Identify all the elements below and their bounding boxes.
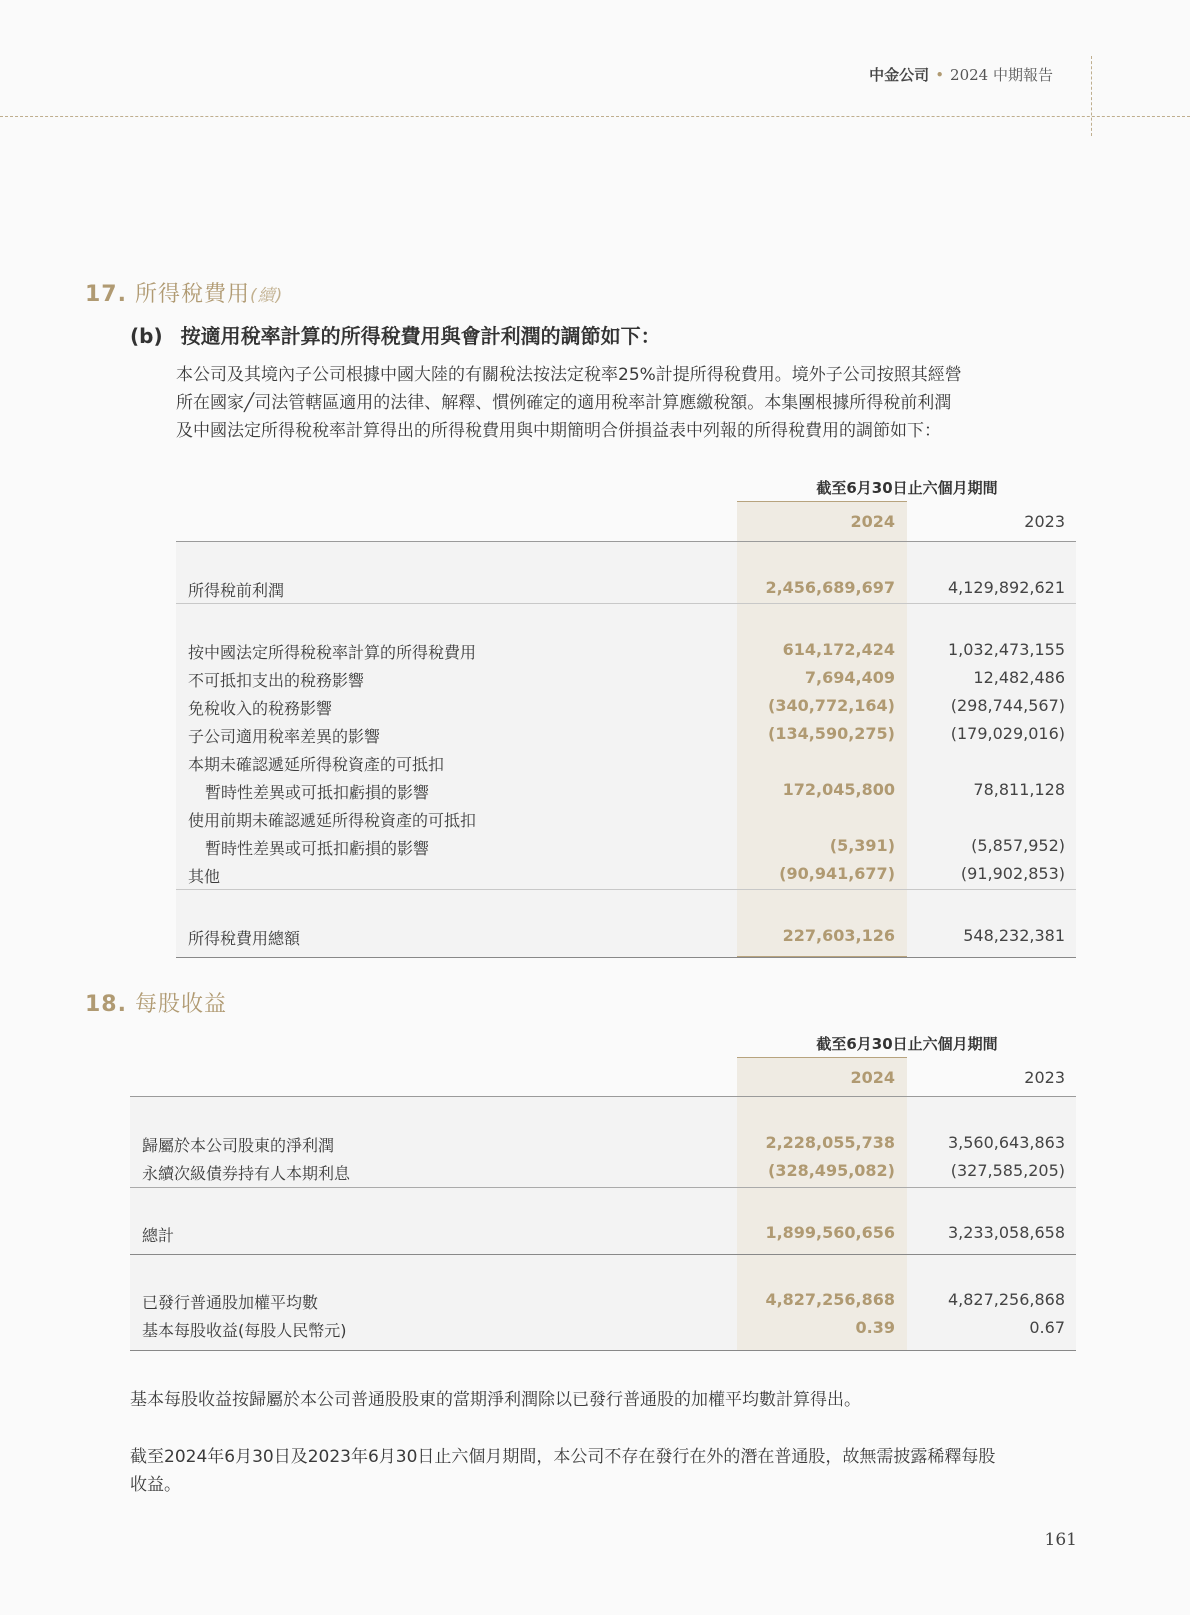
table-row <box>176 640 1076 668</box>
row-label: 基本每股收益(每股人民幣元) <box>142 1321 347 1340</box>
table-row <box>176 752 1076 780</box>
row-label: 暫時性差異或可抵扣虧損的影響 <box>205 839 430 858</box>
value-2023: (327,585,205) <box>950 1161 1065 1180</box>
value-2024: 227,603,126 <box>782 926 895 945</box>
header-dashed-divider <box>0 116 1190 117</box>
page-number: 161 <box>1044 1530 1077 1550</box>
eps-note-2 <box>130 1443 1076 1499</box>
subsection-b-title <box>130 320 661 349</box>
table-row <box>176 864 1076 892</box>
header-dashed-vertical <box>1091 56 1092 136</box>
row-label: 子公司適用稅率差異的影響 <box>188 727 381 746</box>
header-report-title: 2024 中期報告 <box>950 66 1053 84</box>
year-2023-heading: 2023 <box>1024 1068 1065 1087</box>
table-row <box>130 1318 1076 1346</box>
value-2023: (179,029,016) <box>950 724 1065 743</box>
value-2023: 3,233,058,658 <box>947 1223 1065 1242</box>
row-label: 使用前期未確認遞延所得稅資產的可抵扣 <box>188 811 477 830</box>
row-label: 所得稅費用總額 <box>188 929 301 948</box>
table-total-row <box>176 926 1076 954</box>
header-bullet: • <box>935 66 945 84</box>
table-row <box>176 668 1076 696</box>
row-label: 永續次級債券持有人本期利息 <box>142 1164 351 1183</box>
subsection-title-text: 按適用稅率計算的所得稅費用與會計利潤的調節如下： <box>180 324 661 348</box>
table-bottom-rule <box>176 957 1076 958</box>
eps-note-1: 基本每股收益按歸屬於本公司普通股股東的當期淨利潤除以已發行普通股的加權平均數計算得出。 <box>130 1390 861 1410</box>
row-label: 不可抵扣支出的稅務影響 <box>188 671 365 690</box>
section-18-title <box>85 987 227 1018</box>
table-row <box>176 578 1076 606</box>
year-2024-heading: 2024 <box>850 512 895 531</box>
continued-mark: (續) <box>250 286 284 306</box>
value-2023: 4,827,256,868 <box>947 1290 1065 1309</box>
value-2024: (340,772,164) <box>768 696 895 715</box>
row-label: 總計 <box>142 1226 175 1245</box>
table-row <box>130 1161 1076 1189</box>
value-2023: 0.67 <box>1029 1318 1065 1337</box>
value-2024: (328,495,082) <box>768 1161 895 1180</box>
value-2024: 614,172,424 <box>782 640 895 659</box>
value-2023: (5,857,952) <box>971 836 1065 855</box>
section-title-text: 每股收益 <box>134 992 227 1017</box>
row-label: 暫時性差異或可抵扣虧損的影響 <box>205 783 430 802</box>
current-year-bottom-rule <box>737 956 907 957</box>
table-row <box>130 1223 1076 1251</box>
value-2023: 4,129,892,621 <box>947 578 1065 597</box>
value-2023: 548,232,381 <box>963 926 1065 945</box>
year-2024-heading: 2024 <box>850 1068 895 1087</box>
table-rule <box>176 603 1076 604</box>
period-heading: 截至6月30日止六個月期間 <box>816 1035 998 1053</box>
table-rule <box>176 889 1076 890</box>
row-label: 按中國法定所得稅稅率計算的所得稅費用 <box>188 643 477 662</box>
value-2024: 7,694,409 <box>804 668 895 687</box>
value-2023: 12,482,486 <box>973 668 1065 687</box>
report-header <box>869 64 1053 85</box>
row-label: 歸屬於本公司股東的淨利潤 <box>142 1136 335 1155</box>
table-header-rule <box>130 1096 1076 1097</box>
table-rule <box>130 1187 1076 1188</box>
table-row <box>130 1133 1076 1161</box>
section-number: 18. <box>85 992 127 1017</box>
value-2023: 78,811,128 <box>973 780 1065 799</box>
row-label: 其他 <box>188 867 221 886</box>
table-row <box>130 1290 1076 1318</box>
tax-paragraph <box>176 361 1076 445</box>
paragraph-line: 收益。 <box>130 1475 181 1495</box>
value-2024: 2,228,055,738 <box>765 1133 895 1152</box>
value-2023: 1,032,473,155 <box>947 640 1065 659</box>
value-2024: 172,045,800 <box>782 780 895 799</box>
value-2023: 3,560,643,863 <box>947 1133 1065 1152</box>
year-2023-heading: 2023 <box>1024 512 1065 531</box>
value-2023: (91,902,853) <box>960 864 1065 883</box>
period-underline <box>737 1057 907 1058</box>
section-17-title <box>85 277 283 308</box>
section-number: 17. <box>85 282 127 307</box>
paragraph-line: 所在國家╱司法管轄區適用的法律、解釋、慣例確定的適用稅率計算應繳稅額。本集團根據所得稅前利潤 <box>176 393 952 413</box>
row-label: 免稅收入的稅務影響 <box>188 699 333 718</box>
value-2023: (298,744,567) <box>950 696 1065 715</box>
subsection-label: (b) <box>130 324 163 348</box>
value-2024: (5,391) <box>829 836 895 855</box>
paragraph-line: 本公司及其境內子公司根據中國大陸的有關稅法按法定稅率25%計提所得稅費用。境外子公司按照其經營 <box>176 365 962 385</box>
section-title-text: 所得稅費用 <box>134 282 250 307</box>
table-row <box>176 724 1076 752</box>
value-2024: 2,456,689,697 <box>765 578 895 597</box>
value-2024: 1,899,560,656 <box>765 1223 895 1242</box>
value-2024: (90,941,677) <box>779 864 895 883</box>
row-label: 所得稅前利潤 <box>188 581 285 600</box>
row-label: 已發行普通股加權平均數 <box>142 1293 319 1312</box>
header-company: 中金公司 <box>869 66 930 84</box>
table-row <box>176 696 1076 724</box>
table-row <box>176 836 1076 864</box>
table-bottom-rule <box>130 1350 1076 1351</box>
paragraph-line: 及中國法定所得稅稅率計算得出的所得稅費用與中期簡明合併損益表中列報的所得稅費用的調節如下： <box>176 421 941 441</box>
period-underline <box>737 501 907 502</box>
period-heading: 截至6月30日止六個月期間 <box>816 479 998 497</box>
value-2024: 4,827,256,868 <box>765 1290 895 1309</box>
table-header-rule <box>176 541 1076 542</box>
row-label: 本期未確認遞延所得稅資產的可抵扣 <box>188 755 445 774</box>
value-2024: (134,590,275) <box>768 724 895 743</box>
table-rule <box>130 1254 1076 1255</box>
paragraph-line: 截至2024年6月30日及2023年6月30日止六個月期間，本公司不存在發行在外的潛在普通股，故無需披露稀釋每股 <box>130 1447 996 1467</box>
table-row <box>176 780 1076 808</box>
table-row <box>176 808 1076 836</box>
value-2024: 0.39 <box>855 1318 895 1337</box>
